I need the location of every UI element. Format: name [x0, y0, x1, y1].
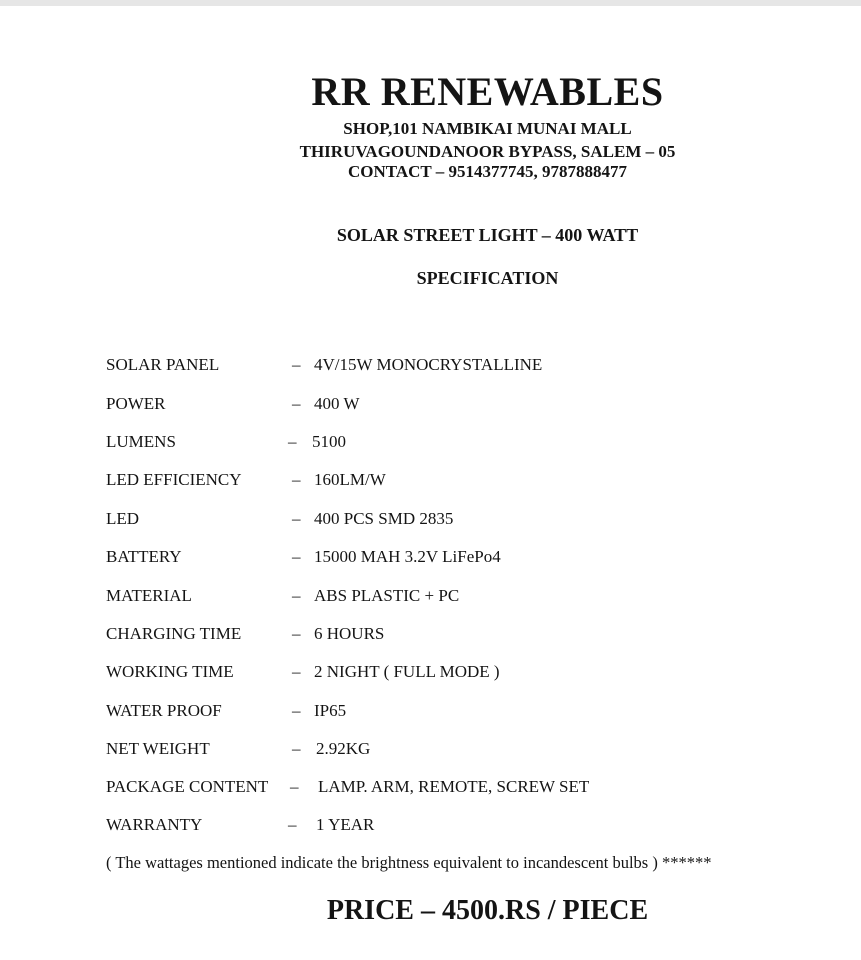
address-line-1: SHOP,101 NAMBIKAI MUNAI MALL	[343, 119, 632, 138]
spec-dash: –	[292, 547, 301, 566]
spec-label: LED	[106, 509, 140, 528]
company-name: RR RENEWABLES	[311, 69, 664, 114]
spec-dash: –	[292, 701, 301, 720]
spec-dash: –	[288, 815, 297, 834]
spec-value: 2.92KG	[316, 739, 371, 758]
spec-label: WARRANTY	[106, 815, 203, 834]
spec-dash: –	[288, 432, 297, 451]
spec-dash: –	[292, 355, 301, 374]
spec-dash: –	[292, 586, 301, 605]
spec-dash: –	[292, 394, 301, 413]
spec-value: 4V/15W MONOCRYSTALLINE	[314, 355, 543, 374]
spec-value: IP65	[314, 701, 347, 720]
wattage-note: ( The wattages mentioned indicate the brightness equivalent to incandescent bulbs ) ******	[106, 853, 712, 872]
spec-value: 160LM/W	[314, 470, 386, 489]
spec-label: WORKING TIME	[106, 662, 234, 681]
top-divider	[0, 0, 861, 6]
contact-line: CONTACT – 9514377745, 9787888477	[348, 162, 627, 181]
spec-value: 15000 MAH 3.2V LiFePo4	[314, 547, 501, 566]
spec-value: 1 YEAR	[316, 815, 375, 834]
spec-label: BATTERY	[106, 547, 182, 566]
spec-dash: –	[292, 470, 301, 489]
spec-label: WATER PROOF	[106, 701, 222, 720]
address-line-2: THIRUVAGOUNDANOOR BYPASS, SALEM – 05	[299, 142, 676, 161]
price-line: PRICE – 4500.RS / PIECE	[326, 895, 649, 926]
spec-value: LAMP. ARM, REMOTE, SCREW SET	[318, 777, 590, 796]
spec-dash: –	[292, 739, 301, 758]
spec-label: PACKAGE CONTENT	[106, 777, 269, 796]
spec-value: 400 PCS SMD 2835	[314, 509, 454, 528]
spec-label: SOLAR PANEL	[106, 355, 220, 374]
spec-label: CHARGING TIME	[106, 624, 242, 643]
spec-value: ABS PLASTIC + PC	[314, 586, 460, 605]
spec-label: NET WEIGHT	[106, 739, 210, 758]
spec-dash: –	[290, 777, 299, 796]
spec-label: LUMENS	[106, 432, 176, 451]
spec-value: 400 W	[314, 394, 360, 413]
spec-label: LED EFFICIENCY	[106, 470, 242, 489]
spec-dash: –	[292, 662, 301, 681]
spec-label: POWER	[106, 394, 166, 413]
spec-value: 5100	[312, 432, 346, 451]
spec-value: 2 NIGHT ( FULL MODE )	[314, 662, 500, 681]
spec-dash: –	[292, 509, 301, 528]
spec-label: MATERIAL	[106, 586, 192, 605]
spec-value: 6 HOURS	[314, 624, 385, 643]
spec-dash: –	[292, 624, 301, 643]
specification-heading: SPECIFICATION	[416, 268, 559, 288]
product-title: SOLAR STREET LIGHT – 400 WATT	[336, 225, 639, 245]
